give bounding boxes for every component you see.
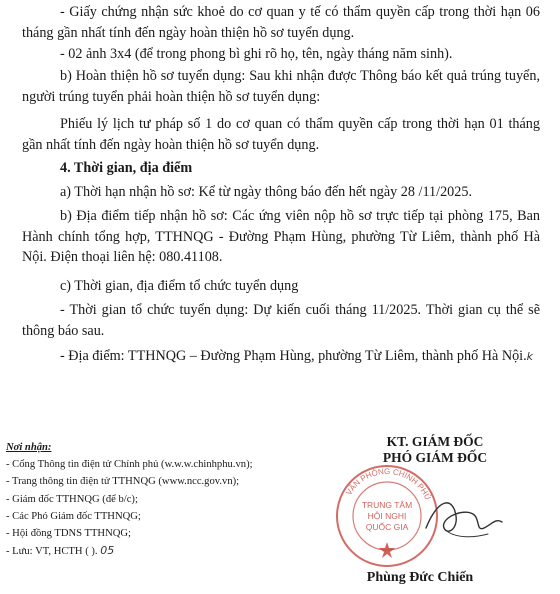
title-line-2: PHÓ GIÁM ĐỐC [382,450,488,465]
handwritten-initial: k [526,350,534,363]
para-recruitment-place [22,346,540,368]
recipient-item: - Hội đồng TDNS TTHNQG; [6,528,131,540]
handwritten-count: 05 [100,544,115,558]
recipient-item-archive: - Lưu: VT, HCTH ( ). 05 [6,544,115,558]
para-complete-dossier: b) Hoàn thiện hồ sơ tuyển dụng: Sau khi nhận được Thông báo kết quả trúng tuyển, người trúng tuyển phải hoàn thiện hồ sơ tuyển dụng: [22,68,540,105]
recipient-item: - Các Phó Giám đốc TTHNQG; [6,510,141,522]
recipients-title: Nơi nhận: [6,442,52,453]
signer-name: Phùng Đức Chiến [366,570,474,585]
recipient-item: - Cổng Thông tin điện tử Chính phủ (w.w.w.chinhphu.vn); [6,459,253,471]
title-line-1: KT. GIÁM ĐỐC [386,434,484,449]
para-judicial-record: Phiếu lý lịch tư pháp số 1 do cơ quan có thẩm quyền cấp trong thời hạn 01 tháng gần nhất tính đến ngày hoàn thiện hồ sơ tuyển dụng. [22,116,540,153]
para-photos: - 02 ảnh 3x4 (để trong phong bì ghi rõ họ, tên, ngày tháng năm sinh). [60,46,453,62]
svg-text:HỘI NGHỊ: HỘI NGHỊ [367,511,407,521]
svg-text:QUỐC GIA: QUỐC GIA [365,522,409,532]
section-heading-time-place: 4. Thời gian, địa điểm [60,160,193,176]
para-recruitment-time: - Thời gian tổ chức tuyển dụng: Dự kiến cuối tháng 11/2025. Thời gian cụ thể sẽ thông báo sau. [22,302,540,339]
handwritten-signature-icon [418,488,508,548]
svg-text:TRUNG TÂM: TRUNG TÂM [361,500,413,510]
para-time-place-header: c) Thời gian, địa điểm tổ chức tuyển dụng [60,278,299,294]
recipient-item: - Trang thông tin điện tử TTHNQG (www.ncc.gov.vn); [6,476,240,488]
svg-text:VĂN PHÒNG CHÍNH PHỦ: VĂN PHÒNG CHÍNH PHỦ [344,466,433,502]
place-text: - Địa điểm: TTHNQG – Đường Phạm Hùng, phường Từ Liêm, thành phố Hà Nội. [60,348,527,364]
para-receiving-location: b) Địa điểm tiếp nhận hồ sơ: Các ứng viên nộp hồ sơ trực tiếp tại phòng 175, Ban Hành chính tổng hợp, TTHNQG - Đường Phạm Hùng, phường Từ Liêm, thành phố Hà Nội. Điện thoại liên hệ: 080.41108. [22,208,540,265]
recipients-block [6,439,326,560]
para-deadline: a) Thời hạn nhận hồ sơ: Kể từ ngày thông báo đến hết ngày 28 /11/2025. [60,184,472,200]
para-health-certificate: - Giấy chứng nhận sức khoẻ do cơ quan y tế có thẩm quyền cấp trong thời hạn 06 tháng gần nhất tính đến ngày hoàn thiện hồ sơ tuyển dụng. [22,4,540,41]
recipient-item: - Giám đốc TTHNQG (để b/c); [6,493,138,505]
